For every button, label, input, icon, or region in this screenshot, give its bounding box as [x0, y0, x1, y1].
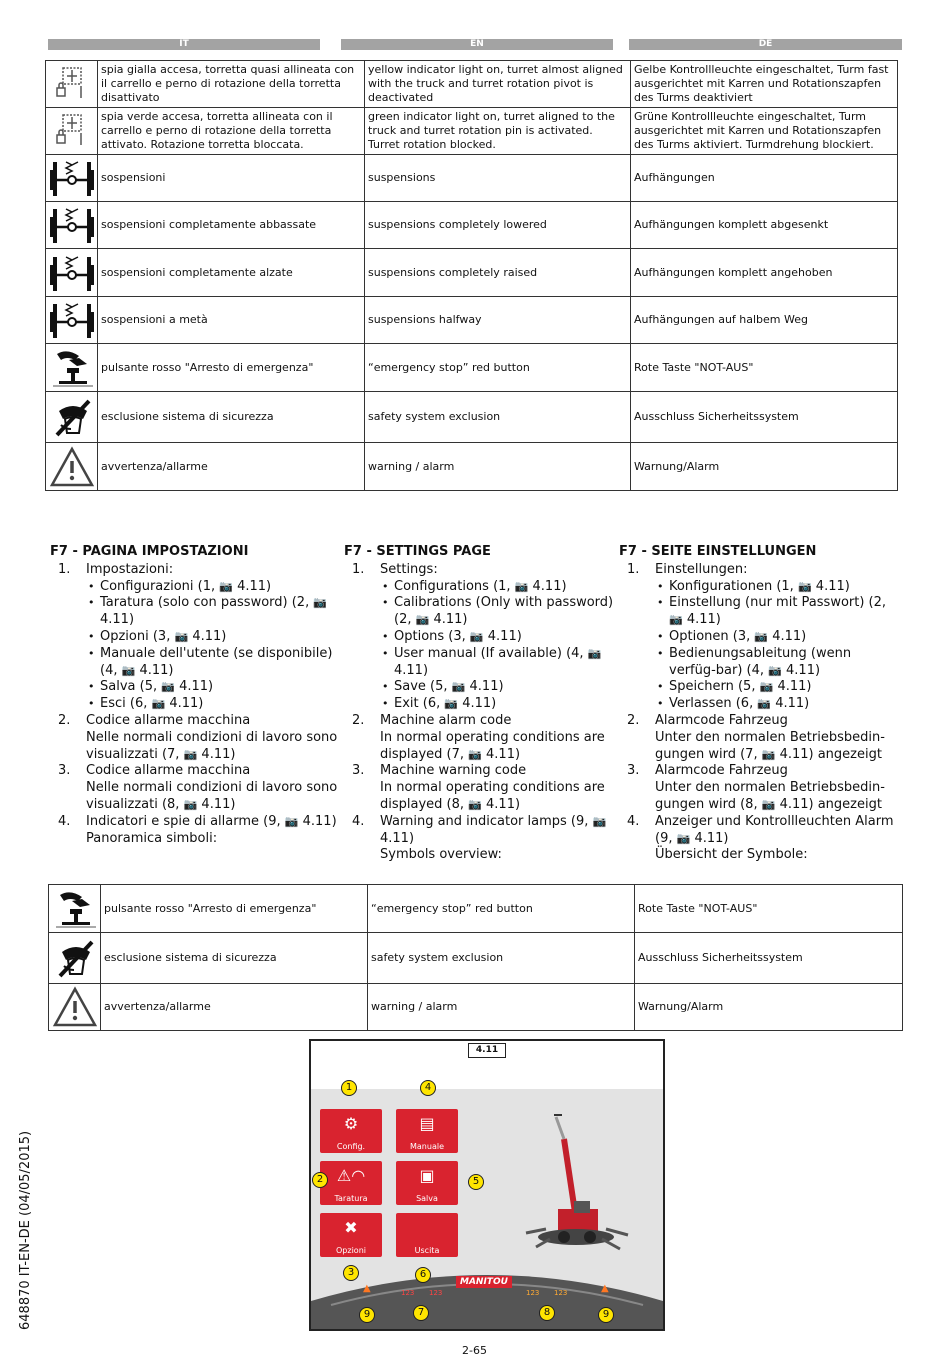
item-line2: Unter den normalen Betriebsbedin-gungen wird (7, [655, 729, 885, 762]
cell-en: suspensions [365, 155, 631, 202]
cell-it: pulsante rosso "Arresto di emergenza" [101, 885, 368, 933]
figure-label: 4.11 [468, 1043, 506, 1058]
cell-de: Ausschluss Sicherheitssystem [635, 933, 903, 984]
header-de: DE [629, 39, 902, 50]
tools-icon: ✖ [344, 1218, 358, 1237]
cell-de: Grüne Kontrollleuchte eingeschaltet, Turm ausgerichtet mit Karren und Rotationszapfen des Turms aktiviert. Turmdrehung blockiert. [631, 108, 898, 155]
figure-ref: 4.11) [694, 830, 729, 846]
item-text: Alarmcode Fahrzeug [655, 712, 788, 728]
figure-ref: 4.11) [686, 612, 721, 628]
figure-ref-icon: 📷 [669, 613, 683, 627]
figure-ref-icon: 📷 [174, 629, 189, 643]
symbol-row [46, 344, 898, 392]
cell-de: Aufhängungen auf halbem Weg [631, 297, 898, 344]
warning-icon [46, 443, 98, 491]
sub-item [655, 595, 899, 629]
figure-ref-icon: 📷 [592, 814, 607, 828]
item-text: Einstellungen: [655, 561, 748, 577]
telehandler-illustration [516, 1109, 636, 1259]
options-button[interactable] [320, 1213, 382, 1257]
item-text: Machine warning code [380, 763, 527, 779]
figure-display-screen [309, 1039, 665, 1331]
item-number: 1. [627, 561, 640, 577]
cell-en: suspensions completely lowered [365, 202, 631, 249]
sub-item-text: Optionen (3, [669, 628, 751, 644]
manual-button[interactable] [396, 1109, 458, 1153]
sub-item [86, 679, 340, 696]
callout-4: 4 [420, 1080, 436, 1096]
symbol-row [46, 61, 898, 108]
figure-ref: 4.11) angezeigt [779, 796, 882, 812]
cell-en: suspensions completely raised [365, 249, 631, 297]
floppy-icon: ▣ [419, 1166, 435, 1185]
sub-item [380, 595, 614, 629]
list-item [344, 713, 614, 763]
symbol-row [46, 443, 898, 491]
figure-ref-icon: 📷 [759, 680, 774, 694]
item-text: Impostazioni: [86, 561, 174, 577]
sub-item [380, 679, 614, 696]
sub-item [380, 696, 614, 713]
item-line2: Unter den normalen Betriebsbedin-gungen wird (8, [655, 780, 885, 812]
list-item [344, 763, 614, 813]
sub-list [380, 579, 614, 713]
turret-aligned-yellow-icon [46, 61, 98, 108]
figure-ref: 4.11) [139, 662, 174, 678]
callout-1: 1 [341, 1080, 357, 1096]
cell-en: green indicator light on, turret aligned to the truck and turret rotation pin is activated. Turret rotation blocked. [365, 108, 631, 155]
sub-item-text: Taratura (solo con password) (2, [100, 595, 310, 611]
cell-en: “emergency stop” red button [365, 344, 631, 392]
options-label: Opzioni [336, 1246, 366, 1255]
figure-ref: 4.11) [179, 679, 214, 695]
cell-de: Warnung/Alarm [631, 443, 898, 491]
book-icon: ▤ [419, 1114, 435, 1133]
brand-logo: MANITOU [456, 1276, 512, 1288]
suspension-lowered-icon [46, 202, 98, 249]
cell-it: spia verde accesa, torretta allineata con il carrello e perno di rotazione della torretta attivato. Rotazione torretta bloccata. [98, 108, 365, 155]
callout-9-left: 9 [359, 1307, 375, 1323]
item-line2: Nelle normali condizioni di lavoro sono visualizzati (7, [86, 729, 338, 762]
cell-en: safety system exclusion [365, 392, 631, 443]
header-it: IT [48, 39, 320, 50]
callout-3: 3 [343, 1265, 359, 1281]
item-line2: Übersicht der Symbole: [655, 847, 808, 863]
item-text: Anzeiger und Kontrollleuchten Alarm (9, [655, 813, 894, 846]
sub-item [380, 579, 614, 596]
sub-item [655, 646, 899, 680]
figure-ref-icon: 📷 [469, 629, 484, 643]
list-item [619, 713, 899, 763]
figure-ref-icon: 📷 [754, 629, 769, 643]
save-label: Salva [416, 1194, 438, 1203]
figure-ref: 4.11) angezeigt [779, 746, 882, 762]
calibration-icon: ⚠◠ [336, 1166, 366, 1185]
figure-ref-icon: 📷 [161, 680, 175, 694]
sub-item [86, 579, 340, 596]
figure-ref: 4.11) [786, 662, 821, 678]
cell-it: sospensioni completamente abbassate [98, 202, 365, 249]
figure-ref-icon: 📷 [761, 747, 776, 761]
section-de [619, 544, 899, 864]
figure-ref-icon: 📷 [768, 663, 782, 677]
cell-it: sospensioni completamente alzate [98, 249, 365, 297]
sub-item [86, 595, 340, 629]
cell-de: Rote Taste "NOT-AUS" [635, 885, 903, 933]
calibration-button[interactable] [320, 1161, 382, 1205]
item-number: 3. [352, 763, 365, 779]
section-title: F7 - SETTINGS PAGE [344, 544, 491, 559]
callout-8: 8 [539, 1305, 555, 1321]
cell-en: “emergency stop” red button [368, 885, 635, 933]
symbol-row [49, 984, 903, 1031]
figure-ref-icon: 📷 [451, 680, 466, 694]
figure-ref-icon: 📷 [587, 646, 602, 660]
exit-label: Uscita [414, 1246, 440, 1255]
figure-ref-icon: 📷 [183, 797, 198, 811]
suspension-halfway-icon [46, 297, 98, 344]
sub-item [86, 629, 340, 646]
sub-item-text: Verlassen (6, [669, 696, 754, 712]
symbol-row [46, 202, 898, 249]
figure-ref-icon: 📷 [757, 697, 772, 711]
item-line2: In normal operating conditions are displayed (7, [380, 729, 605, 762]
section-it [50, 544, 340, 847]
section-en [344, 544, 614, 864]
callout-6: 6 [415, 1267, 431, 1283]
list-item [50, 763, 340, 813]
sub-item [86, 646, 340, 680]
sub-item [380, 629, 614, 646]
symbol-row [46, 155, 898, 202]
figure-ref: 4.11) [469, 679, 504, 695]
figure-ref: 4.11) [462, 696, 497, 712]
figure-ref: 4.11) [487, 628, 522, 644]
symbol-row [49, 885, 903, 933]
sub-list [655, 579, 899, 713]
header-en: EN [341, 39, 613, 50]
symbol-row [46, 249, 898, 297]
symbol-table-top [45, 60, 898, 491]
alarm-code-left-1: 123 [401, 1289, 415, 1297]
sub-item [655, 579, 899, 596]
alarm-code-left-2: 123 [429, 1289, 443, 1297]
cell-en: warning / alarm [365, 443, 631, 491]
cell-en: suspensions halfway [365, 297, 631, 344]
emergency-stop-icon [49, 885, 101, 933]
section-title: F7 - SEITE EINSTELLUNGEN [619, 544, 817, 559]
figure-ref-icon: 📷 [183, 747, 198, 761]
sub-list [86, 579, 340, 713]
figure-ref: 4.11) [486, 796, 521, 812]
item-number: 4. [58, 813, 71, 829]
sub-item-text: Speichern (5, [669, 679, 756, 695]
list-item [619, 814, 899, 864]
cell-de: Gelbe Kontrollleuchte eingeschaltet, Turm fast ausgerichtet mit Karren und Rotationszapfen des Turms deaktiviert [631, 61, 898, 108]
figure-ref-icon: 📷 [444, 697, 459, 711]
cell-it: spia gialla accesa, torretta quasi allineata con il carrello e perno di rotazione della torretta disattivato [98, 61, 365, 108]
gear-icon: ⚙ [343, 1114, 359, 1133]
sub-item-text: Einstellung (nur mit Passwort) (2, [669, 595, 887, 611]
cell-it: pulsante rosso "Arresto di emergenza" [98, 344, 365, 392]
figure-ref: 4.11) [394, 662, 429, 678]
sub-item [86, 696, 340, 713]
list-item [619, 562, 899, 713]
figure-ref: 4.11) [777, 679, 812, 695]
figure-ref: 4.11) [169, 696, 204, 712]
figure-ref: 4.11) [815, 578, 850, 594]
cell-en: warning / alarm [368, 984, 635, 1031]
save-button[interactable] [396, 1161, 458, 1205]
item-line2: In normal operating conditions are displayed (8, [380, 780, 605, 812]
warning-lamp-left-icon: ▲ [363, 1283, 371, 1294]
figure-ref-icon: 📷 [313, 596, 328, 610]
item-line2: Nelle normali condizioni di lavoro sono visualizzati (8, [86, 780, 338, 812]
sub-item-text: Opzioni (3, [100, 628, 171, 644]
warning-icon [49, 984, 101, 1031]
safety-exclusion-icon [46, 392, 98, 443]
figure-ref-icon: 📷 [468, 747, 482, 761]
item-line2: Symbols overview: [380, 847, 502, 863]
warning-code-right-1: 123 [526, 1289, 540, 1297]
figure-ref-icon: 📷 [151, 697, 166, 711]
sub-item-text: Salva (5, [100, 679, 158, 695]
suspension-raised-icon [46, 249, 98, 297]
item-text: Warning and indicator lamps (9, [380, 813, 589, 829]
document-code: 648870 IT-EN-DE (04/05/2015) [18, 1130, 33, 1330]
figure-ref: 4.11) [486, 746, 521, 762]
item-number: 1. [58, 561, 71, 577]
config-button[interactable] [320, 1109, 382, 1153]
warning-code-right-2: 123 [554, 1289, 568, 1297]
cell-it: avvertenza/allarme [98, 443, 365, 491]
sub-item [655, 679, 899, 696]
item-number: 4. [352, 813, 365, 829]
config-label: Config. [336, 1142, 366, 1151]
callout-2: 2 [312, 1172, 328, 1188]
figure-ref-icon: 📷 [219, 579, 233, 593]
figure-ref: 4.11) [237, 578, 272, 594]
figure-ref: 4.11) [532, 578, 567, 594]
calibration-label: Taratura [334, 1194, 368, 1203]
suspension-icon [46, 155, 98, 202]
list-item [50, 713, 340, 763]
sub-item-text: Esci (6, [100, 696, 148, 712]
settings-screen [311, 1089, 663, 1329]
cell-de: Rote Taste "NOT-AUS" [631, 344, 898, 392]
sub-item [380, 646, 614, 680]
item-number: 2. [58, 712, 71, 728]
page-number: 2-65 [462, 1344, 487, 1357]
sub-item-text: Bedienungsableitung (wenn verfüg-bar) (4, [669, 645, 852, 678]
cell-it: esclusione sistema di sicurezza [101, 933, 368, 984]
cell-it: sospensioni a metà [98, 297, 365, 344]
figure-ref-icon: 📷 [514, 579, 529, 593]
list-item [50, 814, 340, 848]
cell-de: Aufhängungen komplett angehoben [631, 249, 898, 297]
sub-item-text: Konfigurationen (1, [669, 578, 794, 594]
figure-ref-icon: 📷 [468, 797, 482, 811]
sub-item-text: Manuale dell'utente (se disponibile) (4, [100, 645, 333, 678]
cell-en: safety system exclusion [368, 933, 635, 984]
figure-ref-icon: 📷 [676, 831, 691, 845]
settings-list [344, 562, 614, 864]
cell-de: Ausschluss Sicherheitssystem [631, 392, 898, 443]
figure-ref: 4.11) [772, 628, 807, 644]
turret-aligned-green-icon [46, 108, 98, 155]
figure-ref: 4.11) [380, 830, 415, 846]
item-line2: Panoramica simboli: [86, 830, 218, 846]
item-number: 2. [352, 712, 365, 728]
callout-7: 7 [413, 1305, 429, 1321]
list-item [344, 562, 614, 713]
symbol-row [46, 108, 898, 155]
sub-item-text: Configurazioni (1, [100, 578, 216, 594]
warning-lamp-right-icon: ▲ [601, 1283, 609, 1294]
sub-item [655, 629, 899, 646]
item-text: Settings: [380, 561, 438, 577]
item-text: Indicatori e spie di allarme (9, [86, 813, 281, 829]
list-item [344, 814, 614, 864]
emergency-stop-icon [46, 344, 98, 392]
settings-list [619, 562, 899, 864]
cell-it: avvertenza/allarme [101, 984, 368, 1031]
figure-ref: 4.11) [100, 612, 135, 628]
settings-list [50, 562, 340, 848]
cell-de: Warnung/Alarm [635, 984, 903, 1031]
figure-ref-icon: 📷 [761, 797, 776, 811]
item-number: 3. [58, 763, 71, 779]
figure-ref: 4.11) [201, 796, 236, 812]
figure-ref-icon: 📷 [121, 663, 136, 677]
figure-ref: 4.11) [302, 813, 337, 829]
sub-item-text: User manual (If available) (4, [394, 645, 584, 661]
item-text: Codice allarme macchina [86, 763, 251, 779]
cell-de: Aufhängungen komplett abgesenkt [631, 202, 898, 249]
symbol-row [46, 297, 898, 344]
list-item [50, 562, 340, 713]
figure-ref: 4.11) [192, 628, 227, 644]
figure-ref-icon: 📷 [284, 814, 299, 828]
figure-ref-icon: 📷 [415, 613, 430, 627]
cell-it: sospensioni [98, 155, 365, 202]
symbol-table-bottom [48, 884, 903, 1031]
callout-9-right: 9 [598, 1307, 614, 1323]
sub-item-text: Calibrations (Only with password) (2, [394, 595, 614, 628]
safety-exclusion-icon [49, 933, 101, 984]
figure-ref: 4.11) [201, 746, 236, 762]
manual-label: Manuale [410, 1142, 444, 1151]
list-item [619, 763, 899, 813]
sub-item-text: Save (5, [394, 679, 448, 695]
item-number: 1. [352, 561, 365, 577]
figure-ref: 4.11) [433, 612, 468, 628]
figure-ref: 4.11) [775, 696, 810, 712]
item-number: 3. [627, 763, 640, 779]
item-number: 4. [627, 813, 640, 829]
item-text: Codice allarme macchina [86, 712, 251, 728]
exit-button[interactable] [396, 1213, 458, 1257]
symbol-row [49, 933, 903, 984]
cell-en: yellow indicator light on, turret almost aligned with the truck and turret rotation pivot is deactivated [365, 61, 631, 108]
figure-ref-icon: 📷 [797, 579, 812, 593]
section-title: F7 - PAGINA IMPOSTAZIONI [50, 544, 249, 559]
cell-de: Aufhängungen [631, 155, 898, 202]
sub-item-text: Options (3, [394, 628, 466, 644]
sub-item-text: Exit (6, [394, 696, 441, 712]
sub-item-text: Configurations (1, [394, 578, 511, 594]
sub-item [655, 696, 899, 713]
symbol-row [46, 392, 898, 443]
callout-5: 5 [468, 1174, 484, 1190]
item-text: Machine alarm code [380, 712, 512, 728]
cell-it: esclusione sistema di sicurezza [98, 392, 365, 443]
item-number: 2. [627, 712, 640, 728]
item-text: Alarmcode Fahrzeug [655, 763, 788, 779]
